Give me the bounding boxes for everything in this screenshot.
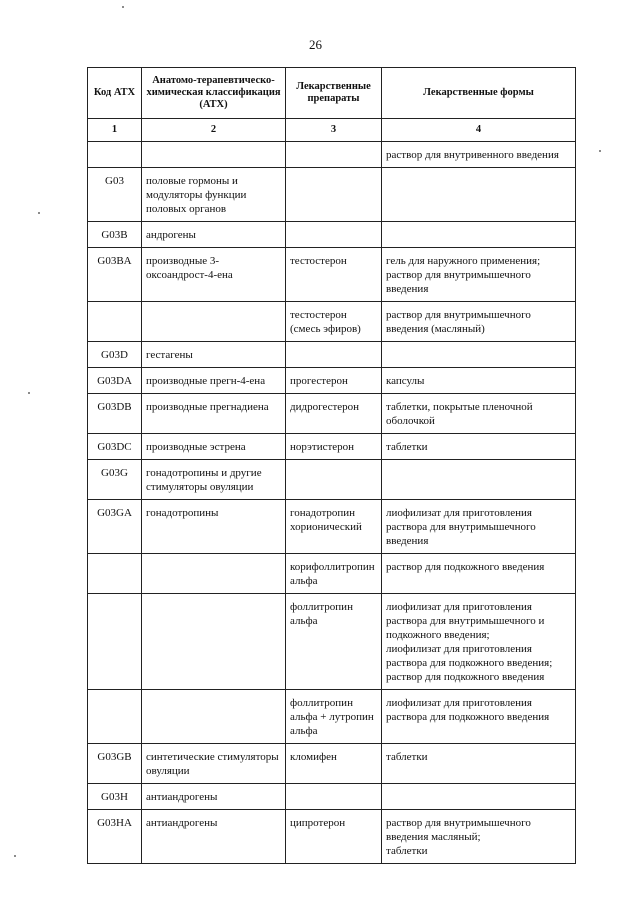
scan-speck	[122, 6, 124, 8]
dosage-form-cell: лиофилизат для приготовления раствора для внутримышечного введения	[382, 500, 576, 554]
table-row	[88, 394, 576, 434]
atx-code-cell: G03GB	[88, 744, 142, 784]
header-classification: Анатомо-терапевтическо-химическая классификация (АТХ)	[142, 68, 286, 119]
drug-cell: тестостерон	[286, 248, 382, 302]
drug-cell	[286, 342, 382, 368]
atx-code-cell	[88, 690, 142, 744]
dosage-form-cell	[382, 460, 576, 500]
classification-cell: производные эстрена	[142, 434, 286, 460]
atx-code-cell: G03GA	[88, 500, 142, 554]
table-row	[88, 594, 576, 690]
classification-cell: гонадотропины и другие стимуляторы овуляции	[142, 460, 286, 500]
atx-table	[87, 67, 576, 864]
drug-cell: прогестерон	[286, 368, 382, 394]
table-row	[88, 342, 576, 368]
atx-code-cell: G03DB	[88, 394, 142, 434]
dosage-form-cell: раствор для внутримышечного введения масляный; таблетки	[382, 810, 576, 864]
drug-cell	[286, 142, 382, 168]
dosage-form-cell: гель для наружного применения; раствор для внутримышечного введения	[382, 248, 576, 302]
classification-cell	[142, 302, 286, 342]
header-row	[88, 68, 576, 119]
classification-cell: гестагены	[142, 342, 286, 368]
atx-code-cell: G03B	[88, 222, 142, 248]
dosage-form-cell: раствор для подкожного введения	[382, 554, 576, 594]
dosage-form-cell	[382, 222, 576, 248]
drug-cell	[286, 168, 382, 222]
dosage-form-cell: таблетки	[382, 434, 576, 460]
atx-code-cell: G03H	[88, 784, 142, 810]
table-row	[88, 302, 576, 342]
atx-code-cell: G03HA	[88, 810, 142, 864]
table-row	[88, 222, 576, 248]
table-row	[88, 690, 576, 744]
atx-code-cell	[88, 302, 142, 342]
table-row	[88, 368, 576, 394]
dosage-form-cell	[382, 784, 576, 810]
header-drugs: Лекарственные препараты	[286, 68, 382, 119]
atx-code-cell	[88, 142, 142, 168]
scan-speck	[14, 855, 16, 857]
header-code: Код АТХ	[88, 68, 142, 119]
classification-cell	[142, 554, 286, 594]
column-number-row	[88, 119, 576, 142]
atx-code-cell: G03BA	[88, 248, 142, 302]
column-number: 1	[88, 119, 142, 142]
drug-cell: ципротерон	[286, 810, 382, 864]
scan-speck	[599, 150, 601, 152]
classification-cell	[142, 142, 286, 168]
atx-code-cell: G03DA	[88, 368, 142, 394]
column-number: 3	[286, 119, 382, 142]
dosage-form-cell: лиофилизат для приготовления раствора для подкожного введения	[382, 690, 576, 744]
atx-code-cell: G03	[88, 168, 142, 222]
classification-cell: производные 3-оксоандрост-4-ена	[142, 248, 286, 302]
table-row	[88, 554, 576, 594]
classification-cell	[142, 690, 286, 744]
drug-cell: фоллитропин альфа	[286, 594, 382, 690]
drug-cell: кломифен	[286, 744, 382, 784]
column-number: 4	[382, 119, 576, 142]
atx-code-cell: G03G	[88, 460, 142, 500]
classification-cell: производные прегн-4-ена	[142, 368, 286, 394]
classification-cell	[142, 594, 286, 690]
table-row	[88, 500, 576, 554]
atx-code-cell: G03D	[88, 342, 142, 368]
table-row	[88, 248, 576, 302]
dosage-form-cell	[382, 342, 576, 368]
table-row	[88, 744, 576, 784]
page-number: 26	[309, 37, 322, 52]
column-number: 2	[142, 119, 286, 142]
classification-cell: андрогены	[142, 222, 286, 248]
dosage-form-cell: лиофилизат для приготовления раствора для внутримышечного и подкожного введения; лиофилизат для приготовления раствора для подкожного введения; раствор для подкожного введения	[382, 594, 576, 690]
table-row	[88, 784, 576, 810]
table-row	[88, 168, 576, 222]
classification-cell: антиандрогены	[142, 810, 286, 864]
dosage-form-cell: раствор для внутримышечного введения (масляный)	[382, 302, 576, 342]
table-row	[88, 434, 576, 460]
drug-cell: гонадотропин хорионический	[286, 500, 382, 554]
classification-cell: половые гормоны и модуляторы функции половых органов	[142, 168, 286, 222]
drug-cell: корифоллитропин альфа	[286, 554, 382, 594]
atx-table-body	[88, 142, 576, 864]
dosage-form-cell: таблетки, покрытые пленочной оболочкой	[382, 394, 576, 434]
drug-cell: дидрогестерон	[286, 394, 382, 434]
scan-speck	[28, 392, 30, 394]
table-row	[88, 460, 576, 500]
drug-cell: тестостерон (смесь эфиров)	[286, 302, 382, 342]
scan-speck	[38, 212, 40, 214]
classification-cell: антиандрогены	[142, 784, 286, 810]
atx-code-cell	[88, 554, 142, 594]
atx-code-cell	[88, 594, 142, 690]
dosage-form-cell: капсулы	[382, 368, 576, 394]
header-forms: Лекарственные формы	[382, 68, 576, 119]
classification-cell: синтетические стимуляторы овуляции	[142, 744, 286, 784]
drug-cell: фоллитропин альфа + лутропин альфа	[286, 690, 382, 744]
classification-cell: производные прегнадиена	[142, 394, 286, 434]
drug-cell	[286, 460, 382, 500]
dosage-form-cell	[382, 168, 576, 222]
dosage-form-cell: раствор для внутривенного введения	[382, 142, 576, 168]
table-row	[88, 810, 576, 864]
drug-cell	[286, 784, 382, 810]
dosage-form-cell: таблетки	[382, 744, 576, 784]
drug-cell: норэтистерон	[286, 434, 382, 460]
table-row	[88, 142, 576, 168]
atx-code-cell: G03DC	[88, 434, 142, 460]
drug-cell	[286, 222, 382, 248]
classification-cell: гонадотропины	[142, 500, 286, 554]
